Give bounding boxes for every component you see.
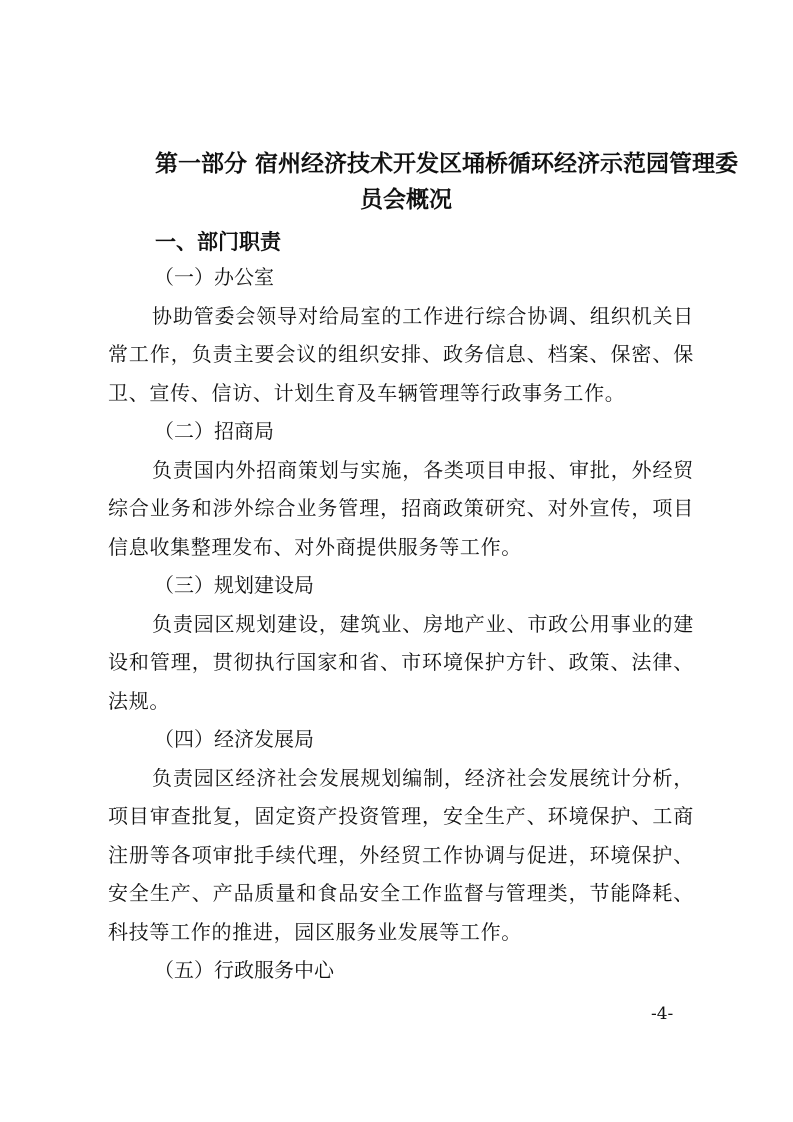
page-title xyxy=(108,146,739,218)
paragraph-line: 常工作，负责主要会议的组织安排、政务信息、档案、保密、保 xyxy=(108,342,694,366)
paragraph-line: 负责园区规划建设，建筑业、房地产业、市政公用事业的建 xyxy=(152,611,694,636)
paragraph-line: 信息收集整理发布、对外商提供服务等工作。 xyxy=(108,534,522,559)
subsection-heading: （五）行政服务中心 xyxy=(154,958,334,982)
subsection-office xyxy=(108,258,694,412)
page-title-line-2: 员会概况 xyxy=(360,187,452,213)
paragraph-line: 负责国内外招商策划与实施，各类项目申报、审批，外经贸 xyxy=(152,457,694,482)
subsection-heading: （三）规划建设局 xyxy=(154,573,314,597)
subsection-administrative-service-center xyxy=(108,951,694,990)
subsection-economic-development-bureau xyxy=(108,720,694,951)
paragraph-line: 科技等工作的推进，园区服务业发展等工作。 xyxy=(108,919,522,944)
subsection-paragraph xyxy=(108,451,694,567)
document-body xyxy=(108,258,694,990)
paragraph-line: 负责园区经济社会发展规划编制，经济社会发展统计分析， xyxy=(152,765,694,790)
paragraph-line: 设和管理，贯彻执行国家和省、市环境保护方针、政策、法律、 xyxy=(108,650,694,674)
subsection-heading: （二）招商局 xyxy=(154,419,274,443)
subsection-heading: （四）经济发展局 xyxy=(154,727,314,751)
paragraph-line: 协助管委会领导对给局室的工作进行综合协调、组织机关日 xyxy=(152,303,694,328)
page-number: -4- xyxy=(651,1004,674,1024)
subsection-planning-construction-bureau xyxy=(108,566,694,720)
paragraph-line: 卫、宣传、信访、计划生育及车辆管理等行政事务工作。 xyxy=(108,380,626,405)
paragraph-line: 综合业务和涉外综合业务管理，招商政策研究、对外宣传，项目 xyxy=(108,496,694,520)
page-title-line-1: 第一部分 宿州经济技术开发区埇桥循环经济示范园管理委 xyxy=(155,151,739,177)
subsection-paragraph xyxy=(108,605,694,721)
subsection-paragraph xyxy=(108,297,694,413)
subsection-paragraph xyxy=(108,759,694,952)
subsection-investment-bureau xyxy=(108,412,694,566)
subsection-heading: （一）办公室 xyxy=(154,265,274,289)
paragraph-line: 注册等各项审批手续代理，外经贸工作协调与促进，环境保护、 xyxy=(108,842,694,867)
paragraph-line: 法规。 xyxy=(108,688,171,713)
paragraph-line: 项目审查批复，固定资产投资管理，安全生产、环境保护、工商 xyxy=(108,804,694,828)
section-heading-department-duties: 一、部门职责 xyxy=(155,230,281,254)
paragraph-line: 安全生产、产品质量和食品安全工作监督与管理类，节能降耗、 xyxy=(108,881,694,905)
